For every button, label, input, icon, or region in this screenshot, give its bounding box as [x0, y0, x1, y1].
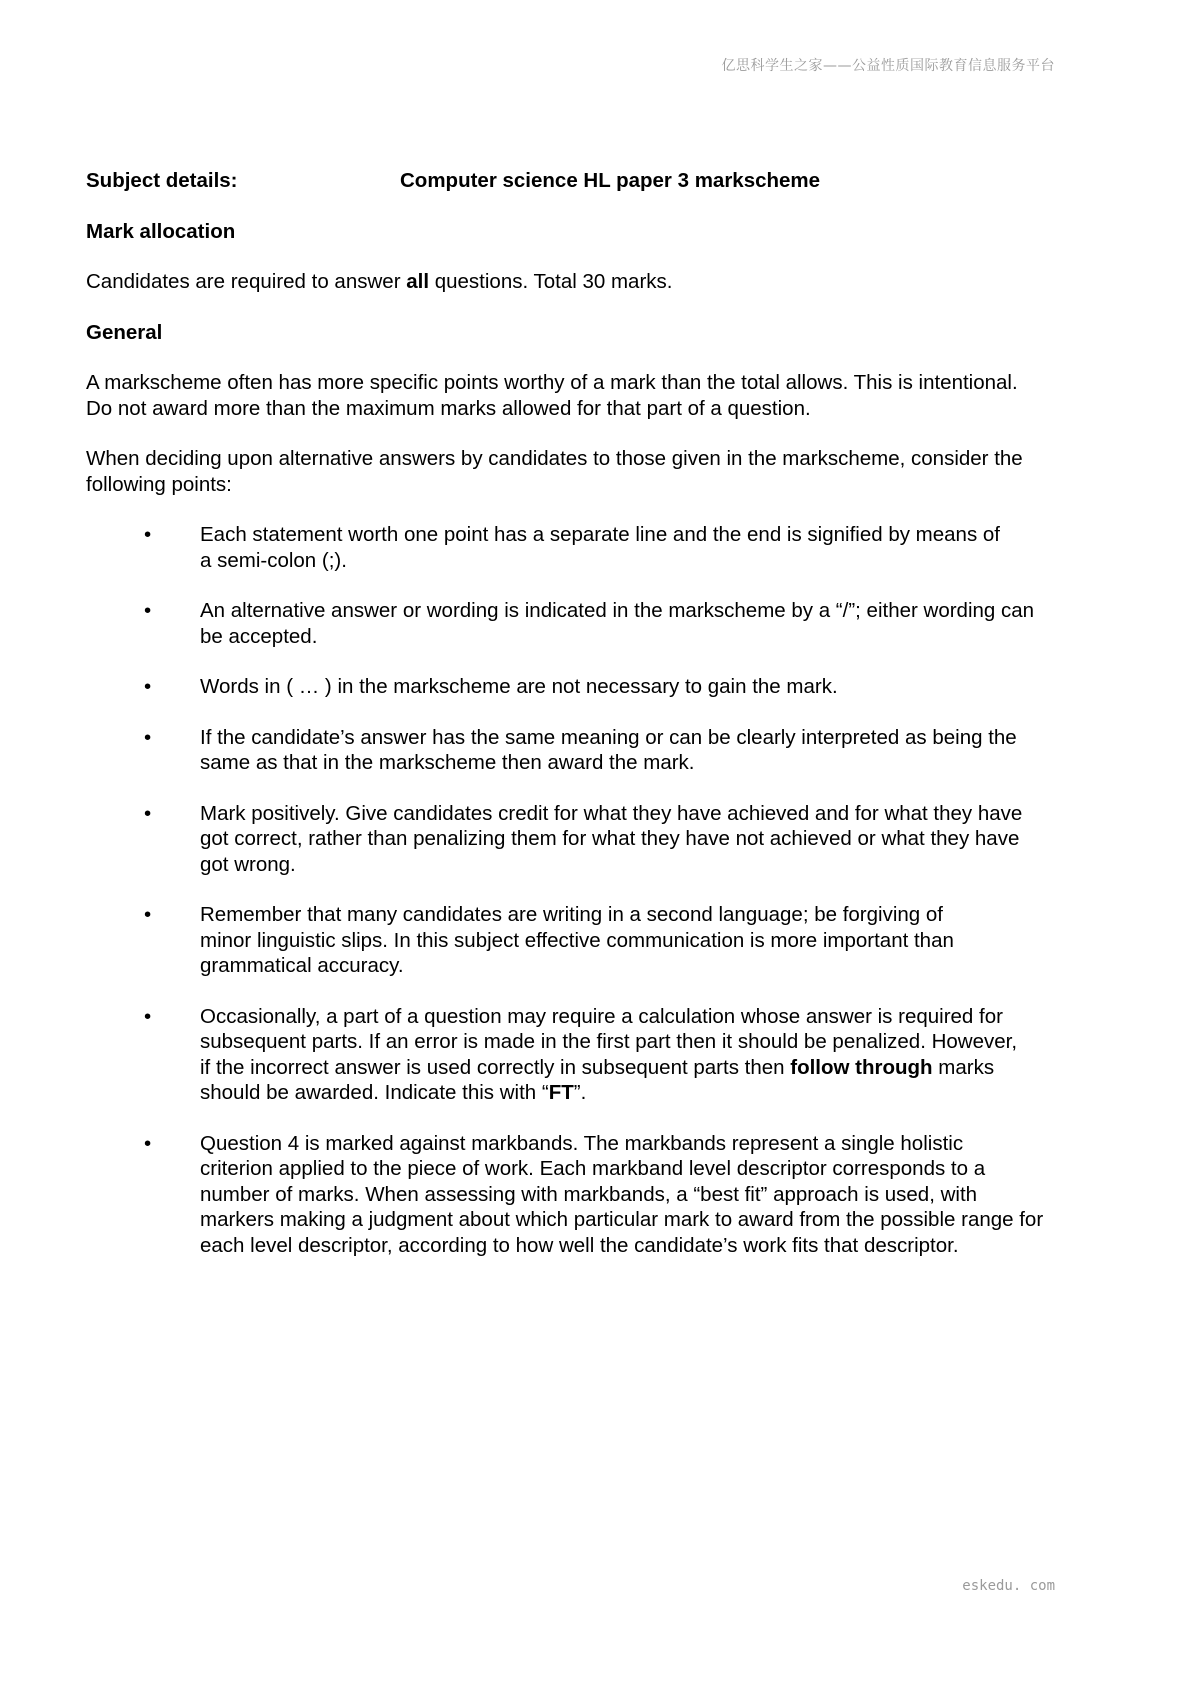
line: When deciding upon alternative answers by candidates to those given in the markscheme, consider the — [86, 447, 1023, 470]
mark-allocation-heading: Mark allocation — [86, 219, 236, 243]
list-item — [86, 1131, 1111, 1259]
bold-follow-through: follow through — [790, 1055, 933, 1079]
line: following points: — [86, 472, 232, 496]
text-part: marks — [932, 1055, 995, 1079]
bullet: • — [144, 523, 152, 546]
line: got correct, rather than penalizing them for what they have not achieved or what they have — [200, 827, 1020, 850]
list-item — [86, 725, 1111, 776]
document-body — [86, 168, 1111, 1283]
line: Each statement worth one point has a separate line and the end is signified by means of — [200, 523, 1001, 546]
subject-details-row — [86, 168, 1111, 194]
bold-ft: FT — [548, 1081, 574, 1104]
text-part: should be awarded. Indicate this with “ — [200, 1081, 549, 1104]
line: markers making a judgment about which particular mark to award from the possible range for — [200, 1208, 1044, 1231]
line: Remember that many candidates are writing in a second language; be forgiving of — [200, 903, 943, 926]
header-watermark: 亿思科学生之家——公益性质国际教育信息服务平台 — [721, 58, 1055, 74]
line: grammatical accuracy. — [200, 954, 404, 977]
subject-value: Computer science HL paper 3 markscheme — [400, 169, 821, 192]
line: An alternative answer or wording is indicated in the markscheme by a “/”; either wording can — [200, 599, 1035, 622]
line: Mark positively. Give candidates credit for what they have achieved and for what they have — [200, 801, 1023, 825]
line: criterion applied to the piece of work. Each markband level descriptor corresponds to a — [200, 1157, 986, 1180]
list-item — [86, 801, 1111, 878]
line: number of marks. When assessing with markbands, a “best fit” approach is used, with — [200, 1182, 978, 1206]
bullet: • — [144, 1004, 152, 1028]
bold-all: all — [406, 270, 430, 293]
list-item — [86, 522, 1111, 573]
line: Occasionally, a part of a question may require a calculation whose answer is required for — [200, 1004, 1003, 1028]
subject-label: Subject details: — [86, 169, 238, 192]
bullet: • — [144, 725, 152, 749]
line: If the candidate’s answer has the same meaning or can be clearly interpreted as being the — [200, 725, 1017, 749]
line: A markscheme often has more specific points worthy of a mark than the total allows. This is intentional. — [86, 371, 1018, 394]
line: Words in ( … ) in the markscheme are not necessary to gain the mark. — [200, 675, 838, 698]
line: a semi-colon (;). — [200, 548, 347, 572]
general-paragraph-2 — [86, 446, 1111, 497]
line: be accepted. — [200, 624, 318, 648]
bullet: • — [144, 903, 152, 926]
line: each level descriptor, according to how well the candidate’s work fits that descriptor. — [200, 1233, 959, 1257]
bullet: • — [144, 599, 152, 622]
general-heading: General — [86, 320, 163, 344]
bullet: • — [144, 1131, 152, 1155]
list-item — [86, 598, 1111, 649]
footer-site: eskedu. com — [962, 1578, 1055, 1594]
mark-allocation-text — [86, 269, 1111, 295]
list-item — [86, 1004, 1111, 1106]
text-part: questions. Total 30 marks. — [429, 270, 673, 293]
line: Do not award more than the maximum marks allowed for that part of a question. — [86, 396, 811, 420]
text-part: ”. — [573, 1081, 587, 1104]
general-paragraph-1 — [86, 370, 1111, 421]
text-part: if the incorrect answer is used correctly in subsequent parts then — [200, 1055, 791, 1079]
marking-points-list — [86, 522, 1111, 1258]
line: subsequent parts. If an error is made in the first part then it should be penalized. However, — [200, 1030, 1018, 1053]
line: Question 4 is marked against markbands. The markbands represent a single holistic — [200, 1131, 964, 1155]
bullet: • — [144, 675, 152, 698]
line: minor linguistic slips. In this subject effective communication is more important than — [200, 928, 954, 952]
list-item — [86, 902, 1111, 979]
bullet: • — [144, 801, 152, 825]
text-part: Candidates are required to answer — [86, 270, 407, 293]
line: got wrong. — [200, 852, 296, 876]
list-item — [86, 674, 1111, 700]
line: same as that in the markscheme then award the mark. — [200, 751, 695, 774]
